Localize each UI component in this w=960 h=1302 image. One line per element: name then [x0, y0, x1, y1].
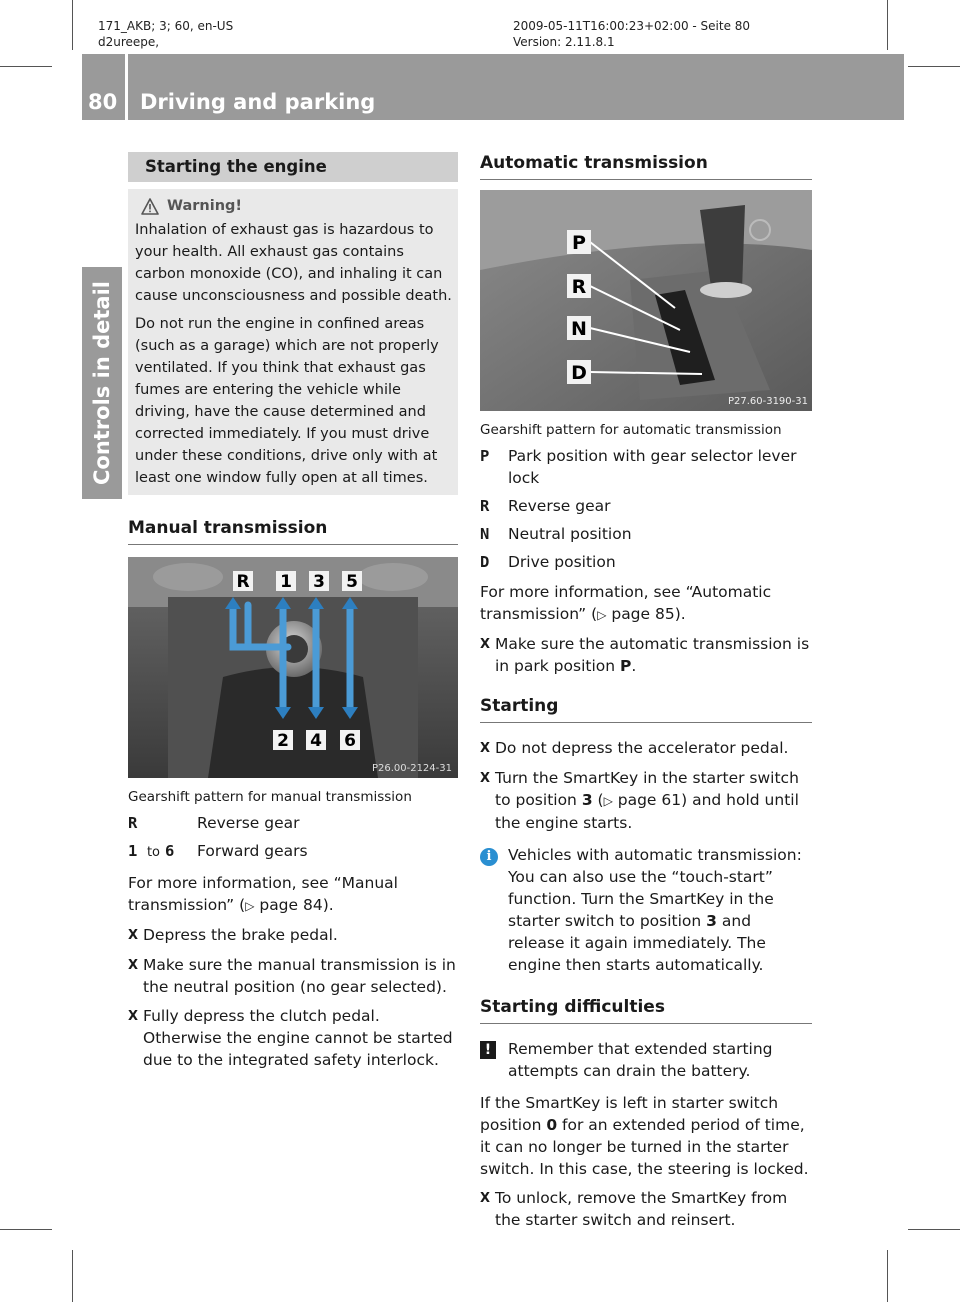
manual-figure-caption: Gearshift pattern for manual transmission — [128, 789, 412, 805]
legend-row — [128, 840, 458, 864]
automatic-gear-label: N — [571, 318, 587, 340]
print-meta-timestamp: 2009-05-11T16:00:23+02:00 - Seite 80 — [513, 19, 751, 33]
step-marker-icon: X — [480, 637, 491, 652]
crop-mark — [0, 66, 52, 67]
page-ref-arrow-icon: ▷ — [245, 899, 255, 913]
starting-heading: Starting — [480, 695, 812, 723]
print-meta-version: Version: 2.11.8.1 — [513, 35, 615, 49]
automatic-gear-label: P — [572, 232, 586, 254]
automatic-figure-caption: Gearshift pattern for automatic transmission — [480, 422, 782, 438]
instruction-step: X Make sure the automatic transmission is in park position P. — [480, 635, 810, 675]
automatic-gear-label: R — [571, 276, 587, 298]
manual-gear-label: 3 — [313, 572, 325, 592]
page-ref-arrow-icon: ▷ — [597, 608, 607, 622]
manual-gear-label: 2 — [277, 731, 289, 751]
crop-mark — [908, 1229, 960, 1230]
crop-mark — [887, 0, 888, 50]
warning-header — [135, 195, 452, 217]
legend-symbol: D — [480, 553, 490, 571]
side-tab-label: Controls in detail — [90, 281, 114, 485]
manual-gear-label: 5 — [346, 572, 358, 592]
legend-to: to — [146, 845, 160, 860]
manual-gear-label: 4 — [310, 731, 322, 751]
header-separator — [125, 54, 128, 122]
more-info-paragraph: For more information, see “Automatic transmission” (▷ page 85). — [480, 583, 772, 623]
print-meta-right — [513, 18, 750, 50]
legend-symbol: R — [480, 497, 490, 515]
header-underline — [82, 122, 904, 124]
warning-paragraph: Inhalation of exhaust gas is hazardous to your health. All exhaust gas contains carbon monoxide (CO), and inhaling it can cause unconsciousness and possible death. — [135, 222, 452, 304]
starting-engine-heading: Starting the engine — [128, 152, 458, 182]
crop-mark — [72, 0, 73, 50]
legend-text: Forward gears — [197, 842, 308, 860]
legend-text: Reverse gear — [197, 814, 300, 832]
step-marker-icon: X — [128, 958, 139, 973]
legend-text: Park position with gear selector lever lock — [508, 447, 797, 487]
legend-row — [480, 445, 812, 489]
legend-row — [480, 523, 812, 545]
instruction-step: X To unlock, remove the SmartKey from the starter switch and reinsert. — [480, 1189, 788, 1229]
legend-symbol: 1 — [128, 842, 138, 860]
crop-mark — [908, 66, 960, 67]
starting-difficulties-heading: Starting difficulties — [480, 996, 812, 1024]
section-title: Driving and parking — [140, 90, 376, 114]
page-ref-arrow-icon: ▷ — [603, 794, 613, 808]
info-icon: i — [480, 848, 498, 866]
crop-mark — [72, 1250, 73, 1302]
crop-mark — [0, 1229, 52, 1230]
figure-code: P26.00-2124-31 — [371, 763, 452, 774]
legend-row — [128, 812, 458, 834]
automatic-transmission-heading: Automatic transmission — [480, 152, 812, 180]
instruction-step: X Fully depress the clutch pedal. Otherwise the engine cannot be started due to the integrated safety interlock. — [128, 1007, 453, 1069]
warning-paragraph: Do not run the engine in confined areas (such as a garage) which are not properly ventilated. If you think that exhaust gas fumes are entering the vehicle while driving, have the cause determined and corrected immediately. If you must drive under these conditions, drive only with at least one window fully open at all times. — [135, 316, 439, 486]
legend-text: Reverse gear — [508, 497, 611, 515]
manual-gear-label: 1 — [280, 572, 292, 592]
warning-triangle-icon — [141, 198, 159, 215]
difficulties-paragraph: If the SmartKey is left in starter switch position 0 for an extended period of time, it can no longer be turned in the starter switch. In this case, the steering is locked. — [480, 1094, 809, 1178]
legend-symbol: N — [480, 525, 490, 543]
instruction-step: X Make sure the manual transmission is in the neutral position (no gear selected). — [128, 956, 456, 996]
step-marker-icon: X — [480, 741, 491, 756]
step-marker-icon: X — [480, 1191, 491, 1206]
caution-icon: ! — [480, 1041, 496, 1059]
step-marker-icon: X — [128, 1009, 139, 1024]
legend-row — [480, 551, 812, 573]
instruction-step: X Depress the brake pedal. — [128, 924, 458, 947]
step-marker-icon: X — [128, 928, 139, 943]
manual-gearshift-illustration — [128, 557, 458, 778]
caution-note: ! Remember that extended starting attempts can drain the battery. — [480, 1038, 812, 1082]
print-meta-user: d2ureepe, — [98, 35, 160, 49]
automatic-gear-label: D — [571, 362, 587, 384]
manual-transmission-heading: Manual transmission — [128, 517, 458, 545]
print-meta-left — [98, 18, 233, 50]
page-number: 80 — [88, 90, 118, 114]
instruction-step: X Turn the SmartKey in the starter switch to position 3 (▷ page 61) and hold until the engine starts. — [480, 769, 799, 832]
crop-mark — [887, 1250, 888, 1302]
step-marker-icon: X — [480, 771, 491, 786]
legend-text: Neutral position — [508, 525, 632, 543]
warning-box — [128, 189, 458, 495]
warning-title: Warning! — [167, 198, 243, 214]
figure-code: P27.60-3190-31 — [727, 396, 808, 407]
left-column — [128, 152, 458, 1071]
legend-symbol: P — [480, 447, 490, 465]
legend-text: Drive position — [508, 553, 616, 571]
manual-gear-label: R — [236, 572, 250, 592]
legend-symbol: 6 — [164, 842, 175, 860]
more-info-paragraph: For more information, see “Manual transmission” (▷ page 84). — [128, 874, 398, 914]
automatic-gearshift-illustration — [480, 190, 812, 411]
legend-row — [480, 495, 812, 517]
right-column — [480, 152, 812, 1231]
instruction-step: X Do not depress the accelerator pedal. — [480, 737, 812, 760]
info-note: i Vehicles with automatic transmission: You can also use the “touch-start” function. Turn the SmartKey in the starter switch to position 3 and release it again immediately. The engine then starts automatically. — [480, 844, 812, 976]
automatic-gearshift-figure — [480, 190, 812, 411]
legend-symbol: R — [128, 814, 138, 832]
print-meta-job: 171_AKB; 3; 60, en-US — [98, 19, 234, 33]
manual-gear-label: 6 — [344, 731, 356, 751]
manual-gearshift-figure — [128, 557, 458, 778]
